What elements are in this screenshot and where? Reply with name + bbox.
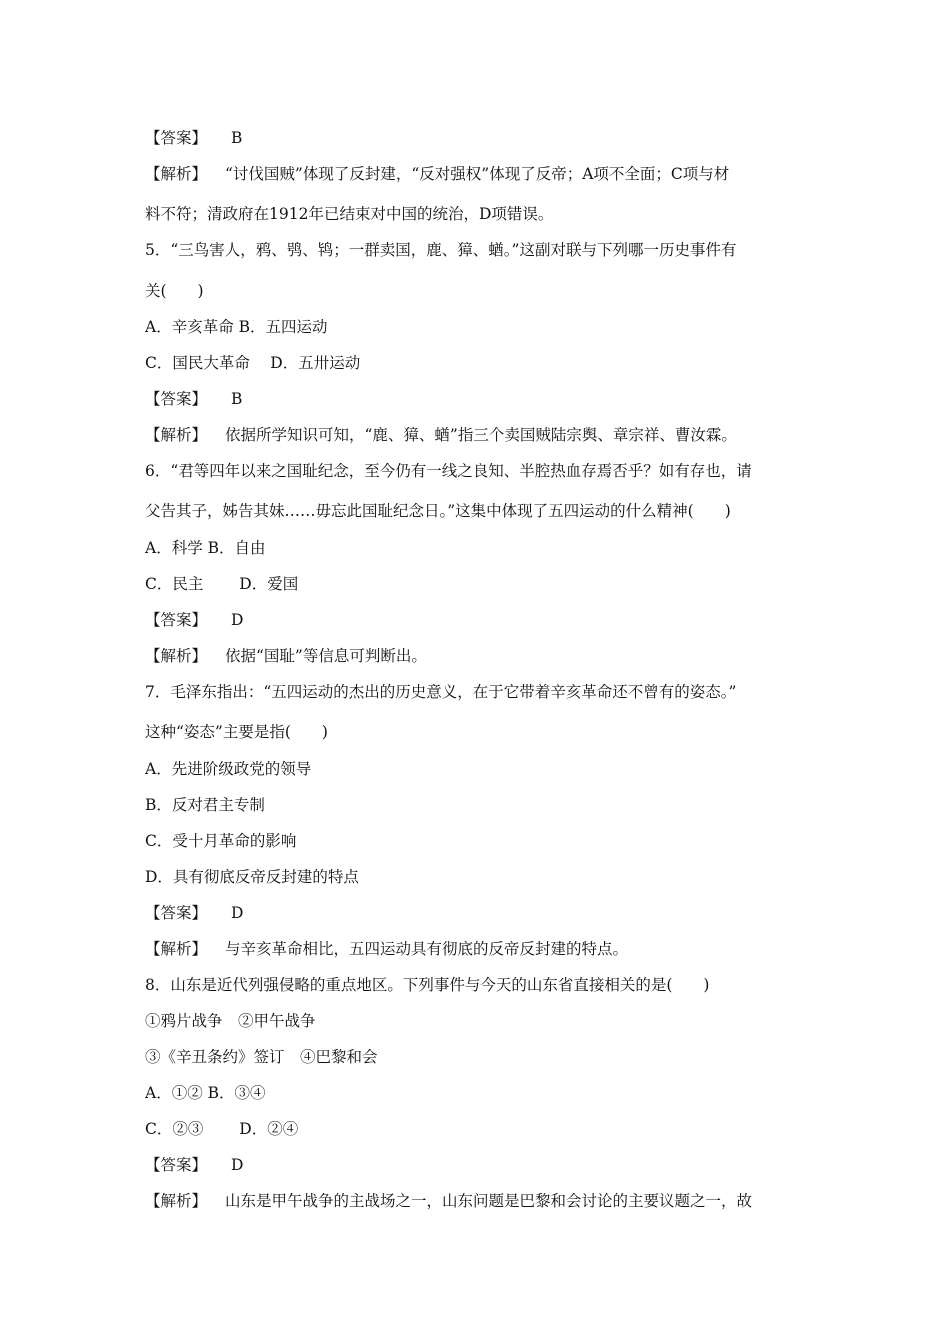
- q5-options-line-1: [145, 317, 825, 337]
- q6-stem-text-1: 6．“君等四年以来之国耻纪念，至今仍有一线之良知、半腔热血存焉否乎？如有存也，请: [145, 462, 752, 480]
- q5-answer-line: [145, 389, 825, 409]
- q5-stem-text-2: 关( ): [145, 282, 204, 300]
- q7-analysis-text: 与辛亥革命相比，五四运动具有彻底的反帝反封建的特点。: [225, 940, 629, 958]
- q8-events-line-1: [145, 1011, 825, 1031]
- q4-analysis-text-1: “讨伐国贼”体现了反封建，“反对强权”体现了反帝；A项不全面；C项与材: [225, 165, 730, 183]
- q8-stem-line-1: [145, 975, 825, 995]
- q6-options-line-1: [145, 538, 825, 558]
- q8-events-text-2: ③《辛丑条约》签订 ④巴黎和会: [145, 1048, 378, 1066]
- q7-answer-line: [145, 903, 825, 923]
- q6-answer-line: [145, 610, 825, 630]
- q8-analysis-text: 山东是甲午战争的主战场之一，山东问题是巴黎和会讨论的主要议题之一，故: [225, 1192, 753, 1210]
- q5-answer-value: B: [231, 390, 243, 408]
- analysis-label: 【解析】: [145, 647, 208, 665]
- q6-analysis-text: 依据“国耻”等信息可判断出。: [225, 647, 427, 665]
- q5-stem-line-1: [145, 240, 825, 260]
- q7-stem-line-1: [145, 682, 825, 702]
- q6-options-line-2: [145, 574, 825, 594]
- q6-analysis-line: [145, 646, 825, 666]
- q8-options-line-2: [145, 1119, 825, 1139]
- q8-stem-text-1: 8．山东是近代列强侵略的重点地区。下列事件与今天的山东省直接相关的是( ): [145, 976, 710, 994]
- q7-option-d: [145, 867, 825, 887]
- answer-label: 【答案】: [145, 904, 208, 922]
- q7-analysis-line: [145, 939, 825, 959]
- answer-label: 【答案】: [145, 611, 208, 629]
- answer-label: 【答案】: [145, 1156, 208, 1174]
- q5-analysis-line: [145, 425, 825, 445]
- q7-option-d-text: D．具有彻底反帝反封建的特点: [145, 868, 359, 886]
- q4-answer-value: B: [231, 129, 243, 147]
- q5-stem-text-1: 5．“三鸟害人，鸦、鸮、鸨；一群卖国，鹿、獐、蝤。”这副对联与下列哪一历史事件有: [145, 241, 737, 259]
- q4-analysis-line: [145, 164, 825, 184]
- q6-options-text-1: A．科学 B．自由: [145, 539, 266, 557]
- q8-options-text-1: A．①② B．③④: [145, 1084, 266, 1102]
- q4-answer-line: [145, 128, 825, 148]
- q7-stem-line-2: [145, 722, 825, 742]
- q8-options-text-2: C．②③ D．②④: [145, 1120, 299, 1138]
- q8-options-line-1: [145, 1083, 825, 1103]
- q6-stem-line-2: [145, 501, 825, 521]
- q7-option-a-text: A．先进阶级政党的领导: [145, 760, 312, 778]
- q5-stem-line-2: [145, 281, 825, 301]
- q7-option-b-text: B．反对君主专制: [145, 796, 265, 814]
- q7-answer-value: D: [231, 904, 244, 922]
- q8-events-line-2: [145, 1047, 825, 1067]
- answer-label: 【答案】: [145, 390, 208, 408]
- analysis-label: 【解析】: [145, 426, 208, 444]
- q5-options-text-2: C．国民大革命 D．五卅运动: [145, 354, 361, 372]
- q7-option-b: [145, 795, 825, 815]
- q8-answer-value: D: [231, 1156, 244, 1174]
- q8-events-text-1: ①鸦片战争 ②甲午战争: [145, 1012, 316, 1030]
- q8-analysis-line: [145, 1191, 825, 1211]
- q6-stem-line-1: [145, 461, 825, 481]
- q4-analysis-text-2: 料不符；清政府在1912年已结束对中国的统治，D项错误。: [145, 205, 554, 223]
- q4-analysis-continued: [145, 204, 825, 224]
- analysis-label: 【解析】: [145, 1192, 208, 1210]
- q6-answer-value: D: [231, 611, 244, 629]
- q8-answer-line: [145, 1155, 825, 1175]
- q5-options-text-1: A．辛亥革命 B．五四运动: [145, 318, 328, 336]
- q6-stem-text-2: 父告其子，姊告其妹……毋忘此国耻纪念日。”这集中体现了五四运动的什么精神( ): [145, 502, 731, 520]
- answer-label: 【答案】: [145, 129, 208, 147]
- analysis-label: 【解析】: [145, 165, 208, 183]
- q7-stem-text-1: 7．毛泽东指出：“五四运动的杰出的历史意义，在于它带着辛亥革命还不曾有的姿态。”: [145, 683, 737, 701]
- q7-stem-text-2: 这种“姿态”主要是指( ): [145, 723, 328, 741]
- analysis-label: 【解析】: [145, 940, 208, 958]
- q7-option-c-text: C．受十月革命的影响: [145, 832, 297, 850]
- q7-option-c: [145, 831, 825, 851]
- q6-options-text-2: C．民主 D．爱国: [145, 575, 299, 593]
- q5-options-line-2: [145, 353, 825, 373]
- q5-analysis-text: 依据所学知识可知，“鹿、獐、蝤”指三个卖国贼陆宗舆、章宗祥、曹汝霖。: [225, 426, 737, 444]
- q7-option-a: [145, 759, 825, 779]
